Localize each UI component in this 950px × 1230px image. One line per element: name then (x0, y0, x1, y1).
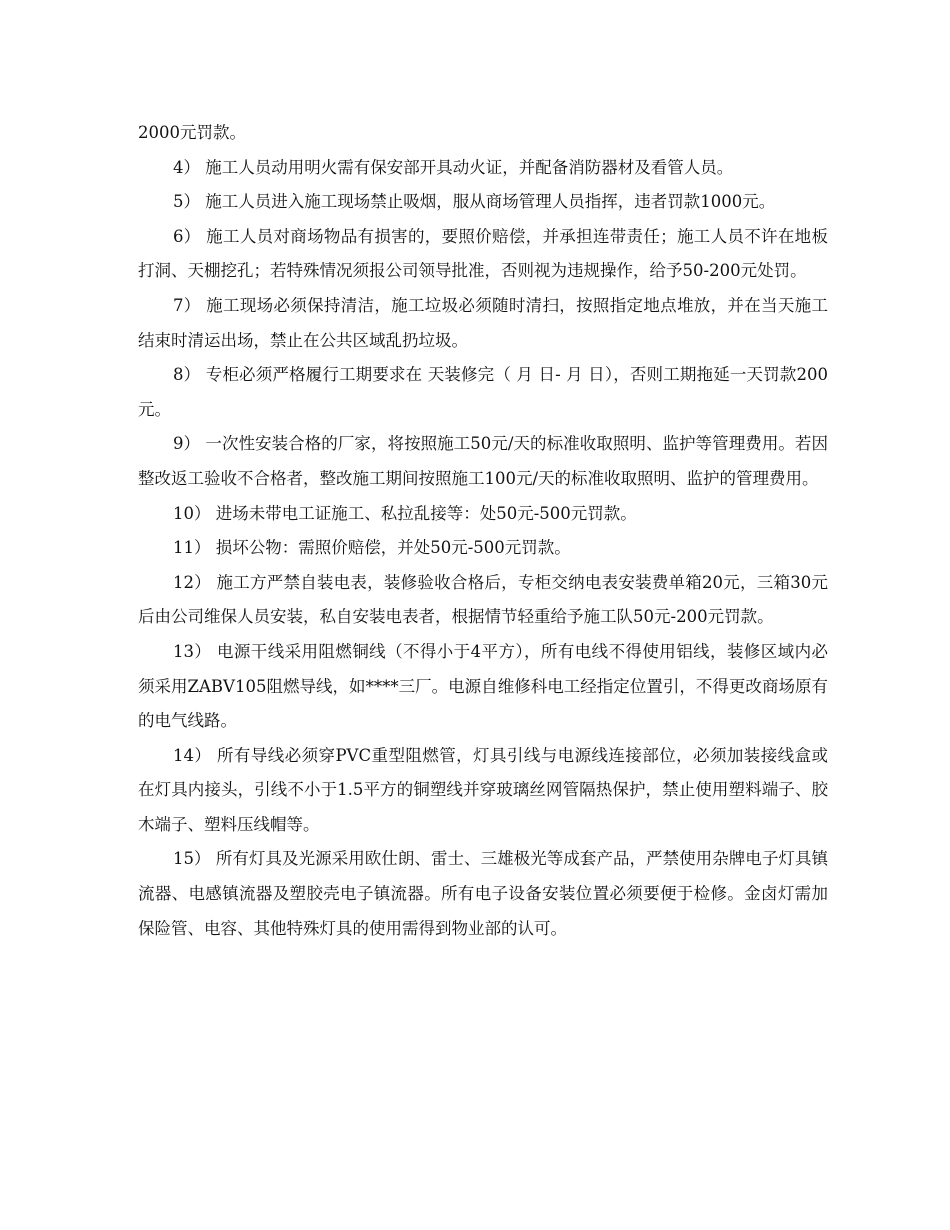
rule-item-14: 14） 所有导线必须穿PVC重型阻燃管，灯具引线与电源线连接部位，必须加装接线盒或在灯具内接头，引线不小于1.5平方的铜塑线并穿玻璃丝网管隔热保护，禁止使用塑料端子、胶木端子、塑料压线帽等。 (138, 745, 828, 834)
paragraph-continuation: 2000元罚款。 (138, 123, 246, 142)
rule-item-8: 8） 专柜必须严格履行工期要求在 天装修完（ 月 日- 月 日），否则工期拖延一天罚款200元。 (138, 365, 828, 419)
rule-item-9: 9） 一次性安装合格的厂家，将按照施工50元/天的标准收取照明、监护等管理费用。若因整改返工验收不合格者，整改施工期间按照施工100元/天的标准收取照明、监护的管理费用。 (138, 434, 828, 488)
rule-item-6: 6） 施工人员对商场物品有损害的，要照价赔偿，并承担连带责任；施工人员不许在地板打洞、天棚挖孔；若特殊情况须报公司领导批准，否则视为违规操作，给予50-200元处罚。 (138, 226, 828, 281)
rule-item-4: 4） 施工人员动用明火需有保安部开具动火证，并配备消防器材及看管人员。 (173, 157, 734, 177)
rule-item-5: 5） 施工人员进入施工现场禁止吸烟，服从商场管理人员指挥，违者罚款1000元。 (173, 192, 776, 212)
rule-item-7: 7） 施工现场必须保持清洁，施工垃圾必须随时清扫，按照指定地点堆放，并在当天施工结束时清运出场，禁止在公共区域乱扔垃圾。 (138, 295, 828, 350)
document-body (138, 116, 828, 946)
rule-item-13: 13） 电源干线采用阻燃铜线（不得小于4平方），所有电线不得使用铝线，装修区域内必须采用ZABV105阻燃导线，如****三厂。电源自维修科电工经指定位置引，不得更改商场原有的电气线路。 (138, 641, 828, 731)
rule-item-10: 10） 进场未带电工证施工、私拉乱接等：处50元-500元罚款。 (173, 503, 637, 523)
rule-item-15: 15） 所有灯具及光源采用欧仕朗、雷士、三雄极光等成套产品，严禁使用杂牌电子灯具镇流器、电感镇流器及塑胶壳电子镇流器。所有电子设备安装位置必须要便于检修。金卤灯需加保险管、电容、其他特殊灯具的使用需得到物业部的认可。 (138, 849, 828, 938)
rule-item-12: 12） 施工方严禁自装电表，装修验收合格后，专柜交纳电表安装费单箱20元，三箱30元后由公司维保人员安装，私自安装电表者，根据情节轻重给予施工队50元-200元罚款。 (138, 572, 828, 627)
rule-item-11: 11） 损坏公物：需照价赔偿，并处50元-500元罚款。 (173, 538, 571, 558)
